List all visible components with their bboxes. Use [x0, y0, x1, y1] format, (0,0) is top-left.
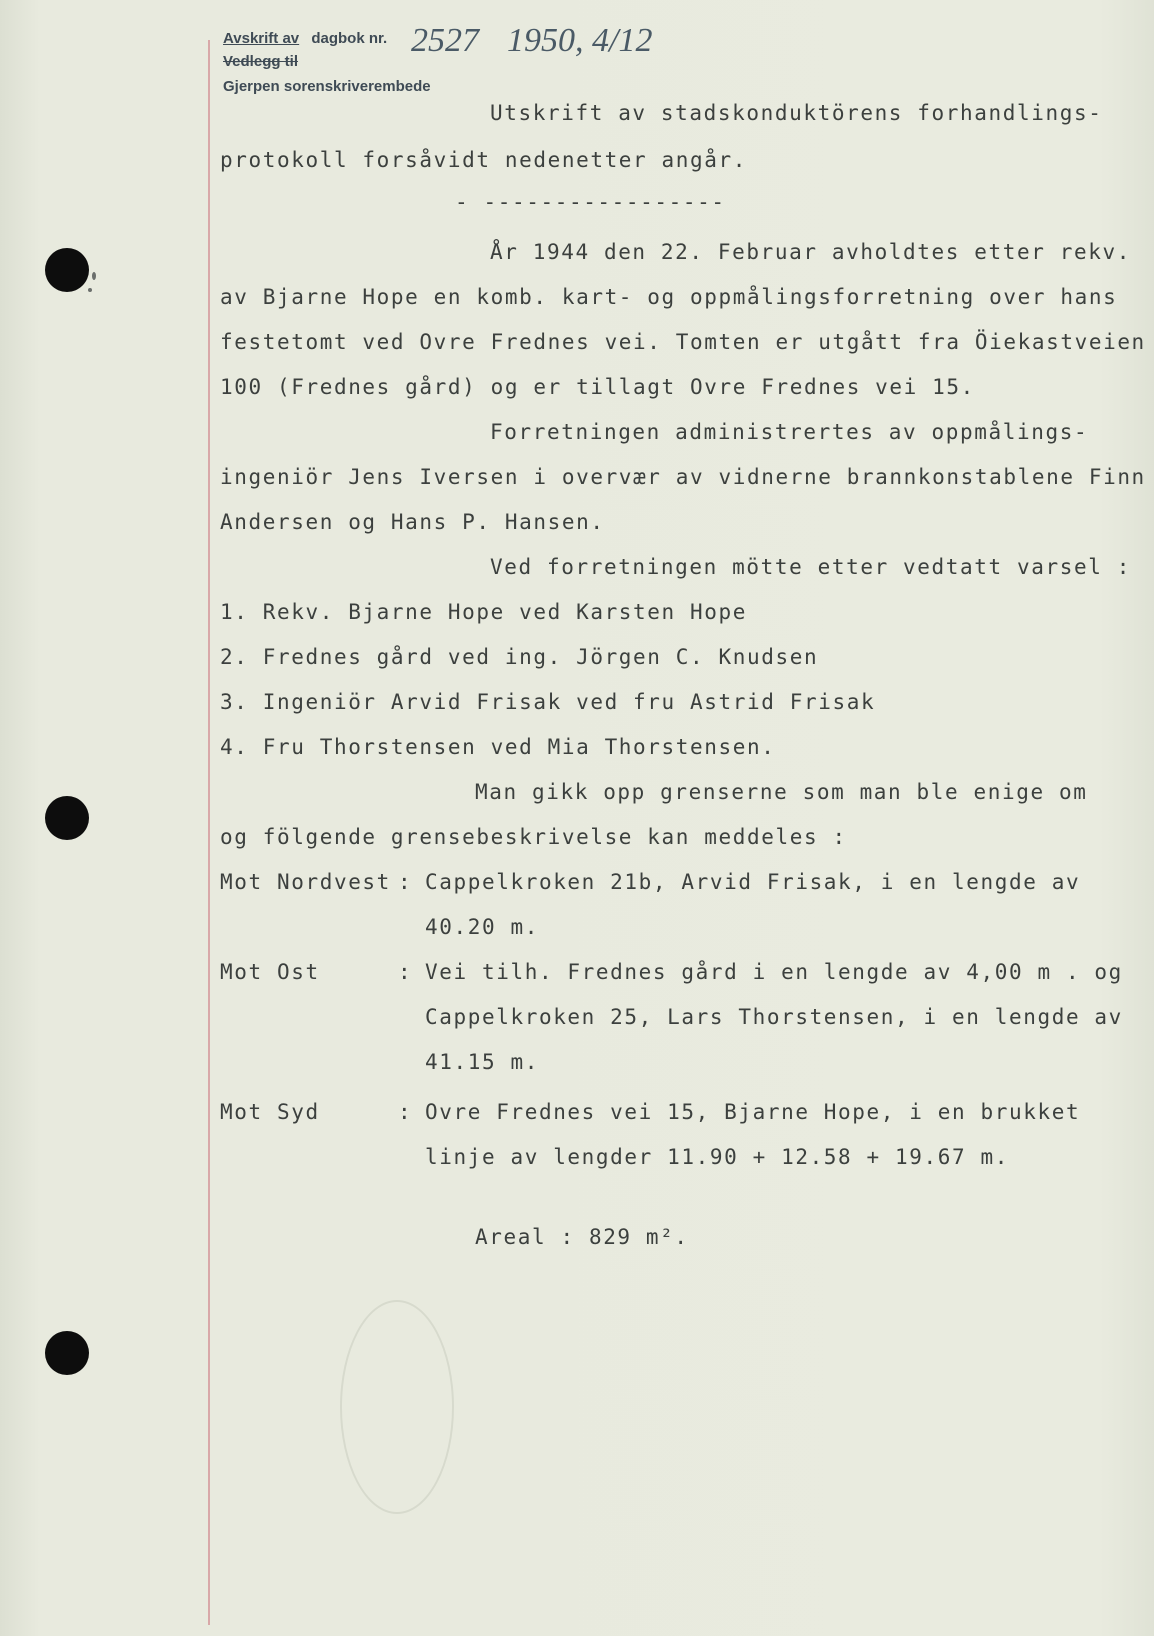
paragraph-1-line-4: 100 (Frednes gård) og er tillagt Ovre Frednes vei 15. — [220, 375, 975, 399]
border-description: Ovre Frednes vei 15, Bjarne Hope, i en brukket — [425, 1100, 1081, 1124]
stamp-office: Gjerpen sorenskriverembede — [223, 78, 431, 95]
intro-line-1: Utskrift av stadskonduktörens forhandlings- — [490, 101, 1103, 125]
stamp-vedlegg: Vedlegg til — [223, 53, 299, 70]
paragraph-1-line-3: festetomt ved Ovre Frednes vei. Tomten er utgått fra Öiekastveien — [220, 330, 1146, 354]
border-separator: : — [398, 1100, 413, 1124]
area-line: Areal : 829 m². — [475, 1225, 689, 1249]
paragraph-1-line-1: År 1944 den 22. Februar avholdtes etter rekv. — [490, 240, 1131, 264]
border-description: 40.20 m. — [425, 915, 539, 939]
paragraph-3-line-1: Ved forretningen mötte etter vedtatt varsel : — [490, 555, 1131, 579]
border-separator: : — [398, 960, 413, 984]
paragraph-4-line-1: Man gikk opp grenserne som man ble enige om — [475, 780, 1088, 804]
list-item: 4. Fru Thorstensen ved Mia Thorstensen. — [220, 735, 776, 759]
paragraph-2-line-1: Forretningen administrertes av oppmålings- — [490, 420, 1089, 444]
border-label: Mot Syd — [220, 1100, 320, 1124]
ink-speck — [92, 272, 96, 280]
punch-hole — [45, 248, 89, 292]
list-item: 2. Frednes gård ved ing. Jörgen C. Knudsen — [220, 645, 819, 669]
handwritten-year: 1950, 4/12 — [507, 22, 653, 59]
faint-stamp-impression — [340, 1300, 454, 1514]
border-description: Vei tilh. Frednes gård i en lengde av 4,00 m . og — [425, 960, 1123, 984]
margin-rule — [208, 40, 210, 1625]
border-label: Mot Nordvest — [220, 870, 391, 894]
border-separator: : — [398, 870, 413, 894]
list-item: 1. Rekv. Bjarne Hope ved Karsten Hope — [220, 600, 747, 624]
border-description: Cappelkroken 25, Lars Thorstensen, i en lengde av — [425, 1005, 1123, 1029]
paragraph-2-line-3: Andersen og Hans P. Hansen. — [220, 510, 605, 534]
border-label: Mot Ost — [220, 960, 320, 984]
border-description: Cappelkroken 21b, Arvid Frisak, i en lengde av — [425, 870, 1081, 894]
intro-line-2: protokoll forsåvidt nedenetter angår. — [220, 148, 747, 172]
ink-speck — [88, 288, 92, 292]
punch-hole — [45, 796, 89, 840]
border-description: linje av lengder 11.90 + 12.58 + 19.67 m. — [425, 1145, 1009, 1169]
paragraph-4-line-2: og fölgende grensebeskrivelse kan meddeles : — [220, 825, 847, 849]
paragraph-2-line-2: ingeniör Jens Iversen i overvær av vidnerne brannkonstablene Finn — [220, 465, 1146, 489]
divider-rule: - ----------------- — [455, 190, 726, 214]
handwritten-number: 2527 — [411, 22, 479, 59]
border-description: 41.15 m. — [425, 1050, 539, 1074]
stamp-avskrift: Avskrift av dagbok nr. — [223, 30, 388, 47]
punch-hole — [45, 1331, 89, 1375]
paragraph-1-line-2: av Bjarne Hope en komb. kart- og oppmålingsforretning over hans — [220, 285, 1118, 309]
list-item: 3. Ingeniör Arvid Frisak ved fru Astrid Frisak — [220, 690, 876, 714]
